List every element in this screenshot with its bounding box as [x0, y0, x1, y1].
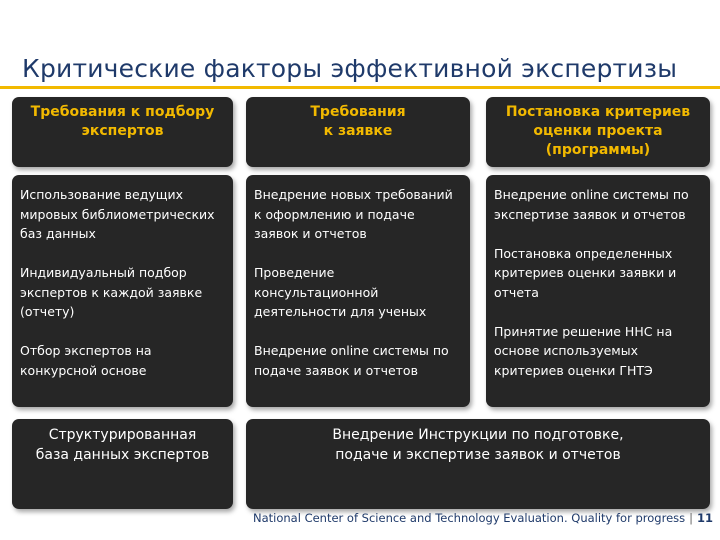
column-header-label: Постановка критериев оценки проекта (программы) — [505, 104, 691, 158]
footer-org: National Center of Science and Technology Evaluation. Quality for progress — [253, 511, 686, 525]
list-item: Использование ведущих мировых библиометрических баз данных — [20, 187, 215, 241]
list-item: Внедрение online системы по подаче заявок и отчетов — [254, 343, 449, 378]
list-item: Внедрение online системы по экспертизе заявок и отчетов — [494, 187, 689, 222]
bottom-box-label: Структурированная база данных экспертов — [35, 427, 210, 463]
column-body-experts — [12, 175, 233, 407]
title-underline — [0, 86, 720, 89]
footer-separator: | — [689, 511, 694, 525]
column-header-criteria — [486, 97, 710, 167]
bottom-box-expert-database — [12, 419, 233, 509]
column-header-label: Требования к подбору экспертов — [30, 104, 215, 139]
column-header-experts — [12, 97, 233, 167]
column-body-application — [246, 175, 470, 407]
page-title: Критические факторы эффективной экспертизы — [22, 54, 678, 83]
column-body-criteria — [486, 175, 710, 407]
column-header-label: Требования к заявке — [310, 104, 406, 139]
list-item: Проведение консультационной деятельности для ученых — [254, 265, 427, 319]
list-item: Принятие решение ННС на основе используемых критериев оценки ГНТЭ — [494, 323, 673, 378]
list-item: Постановка определенных критериев оценки заявки и отчета — [494, 245, 677, 300]
list-item: Внедрение новых требований к оформлению и подаче заявок и отчетов — [254, 187, 453, 241]
footer — [253, 511, 713, 525]
list-item: Индивидуальный подбор экспертов к каждой заявке (отчету) — [20, 265, 203, 319]
bottom-box-label: Внедрение Инструкции по подготовке, подаче и экспертизе заявок и отчетов — [332, 427, 624, 463]
bottom-box-instruction — [246, 419, 710, 509]
page-number: 11 — [697, 511, 714, 525]
list-item: Отбор экспертов на конкурсной основе — [20, 343, 152, 378]
column-header-application — [246, 97, 470, 167]
